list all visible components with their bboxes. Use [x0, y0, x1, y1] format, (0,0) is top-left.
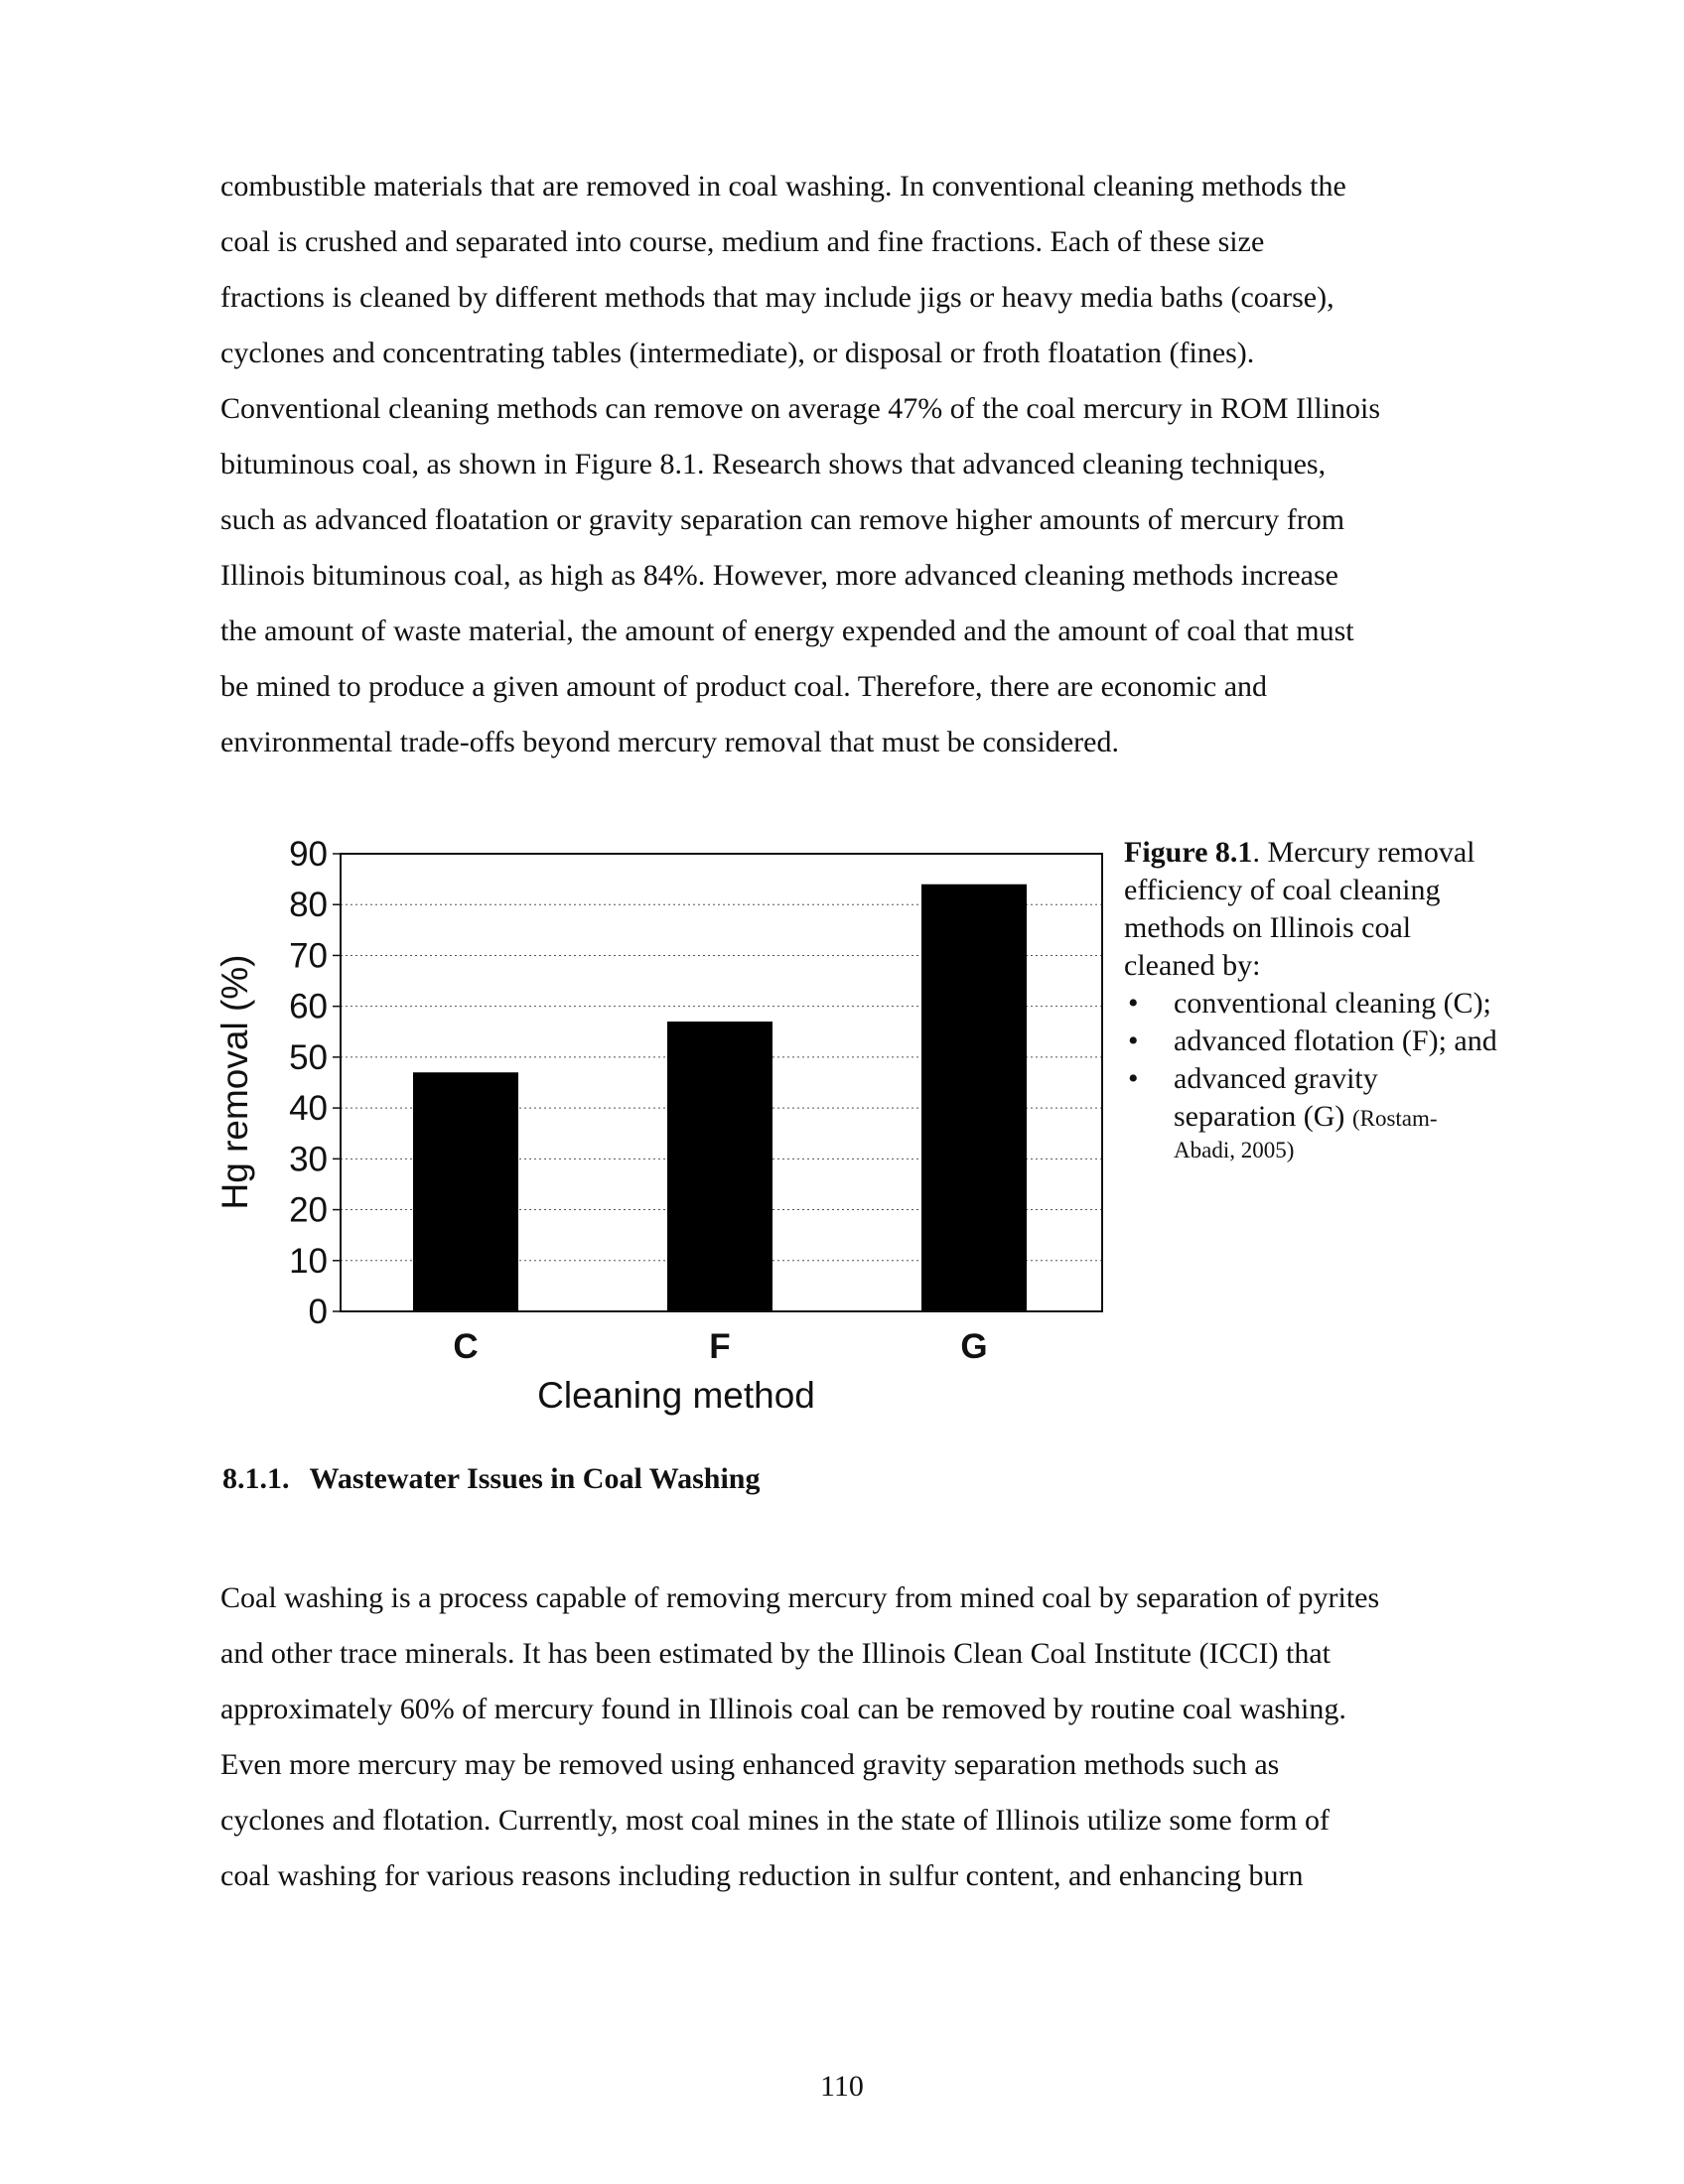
- y-tick-labels: [289, 835, 341, 1331]
- text-line: environmental trade-offs beyond mercury removal that must be considered.: [220, 726, 1119, 758]
- text-line: such as advanced floatation or gravity separation can remove higher amounts of mercury from: [220, 503, 1345, 536]
- y-tick-label: 60: [289, 987, 328, 1026]
- x-tick-label: F: [709, 1327, 731, 1366]
- section-heading: [222, 1462, 760, 1496]
- y-tick-label: 90: [289, 835, 328, 874]
- bullet-icon: •: [1128, 1062, 1139, 1095]
- y-tick-label: 50: [289, 1037, 328, 1077]
- text-line: cyclones and concentrating tables (intermediate), or disposal or froth floatation (fines).: [220, 337, 1255, 369]
- y-axis-title: Hg removal (%): [214, 954, 255, 1210]
- caption-list-item: • advanced flotation (F); and: [1124, 1023, 1501, 1060]
- text-line: fractions is cleaned by different methods that may include jigs or heavy media baths (coarse),: [220, 281, 1334, 314]
- text-line: combustible materials that are removed in coal washing. In conventional cleaning methods the: [220, 170, 1346, 203]
- text-line: Even more mercury may be removed using enhanced gravity separation methods such as: [220, 1748, 1280, 1781]
- bar-chart: [189, 834, 1142, 1430]
- bar-G: [921, 885, 1027, 1311]
- bullet-icon: •: [1128, 1024, 1139, 1057]
- caption-list: [1124, 985, 1501, 1165]
- y-tick-label: 0: [308, 1293, 328, 1331]
- text-line: bituminous coal, as shown in Figure 8.1. Research shows that advanced cleaning techniques,: [220, 448, 1327, 480]
- x-tick-label: C: [453, 1327, 479, 1366]
- y-tick-label: 80: [289, 886, 328, 925]
- bar-F: [667, 1022, 772, 1311]
- section-number: 8.1.1.: [222, 1462, 290, 1495]
- y-tick-label: 30: [289, 1140, 328, 1179]
- text-line: be mined to produce a given amount of product coal. Therefore, there are economic and: [220, 670, 1268, 703]
- bullet-icon: •: [1128, 987, 1139, 1020]
- section-title: Wastewater Issues in Coal Washing: [309, 1462, 761, 1495]
- x-tick-label: G: [960, 1327, 988, 1366]
- figure-8-1: [189, 834, 1142, 1430]
- figure-label: Figure 8.1: [1124, 836, 1253, 869]
- text-line: the amount of waste material, the amount of energy expended and the amount of coal that must: [220, 614, 1354, 647]
- text-line: approximately 60% of mercury found in Illinois coal can be removed by routine coal washing.: [220, 1693, 1346, 1725]
- x-tick-labels: [453, 1327, 987, 1366]
- y-tick-label: 10: [289, 1241, 328, 1281]
- bar-C: [413, 1072, 518, 1311]
- x-axis-title: Cleaning method: [537, 1375, 815, 1416]
- citation: (Rostam-: [1351, 1106, 1438, 1131]
- body-paragraph: [220, 1570, 1501, 1904]
- body-paragraph: [220, 159, 1501, 770]
- y-tick-label: 70: [289, 936, 328, 976]
- y-tick-label: 40: [289, 1089, 328, 1129]
- caption-list-item: • advanced gravity separation (G) (Rostam- Abadi, 2005): [1124, 1060, 1501, 1165]
- caption-list-item: • conventional cleaning (C);: [1124, 985, 1501, 1023]
- bars: [413, 885, 1027, 1311]
- figure-caption: [1124, 834, 1501, 1165]
- text-line: Coal washing is a process capable of removing mercury from mined coal by separation of pyrites: [220, 1581, 1380, 1614]
- text-line: and other trace minerals. It has been estimated by the Illinois Clean Coal Institute (ICCI) that: [220, 1637, 1332, 1670]
- text-line: cyclones and flotation. Currently, most coal mines in the state of Illinois utilize some form of: [220, 1804, 1330, 1837]
- text-line: coal washing for various reasons including reduction in sulfur content, and enhancing burn: [220, 1859, 1304, 1892]
- text-line: Conventional cleaning methods can remove on average 47% of the coal mercury in ROM Illinois: [220, 392, 1380, 425]
- caption-lead: [1124, 834, 1501, 985]
- caption-text: . Mercury removal efficiency of coal cleaning methods on Illinois coal cleaned by:: [1124, 836, 1475, 982]
- y-tick-label: 20: [289, 1190, 328, 1230]
- citation-continued: Abadi, 2005): [1174, 1138, 1295, 1162]
- text-line: coal is crushed and separated into course, medium and fine fractions. Each of these size: [220, 225, 1265, 258]
- page-number: 110: [820, 2070, 864, 2103]
- text-line: Illinois bituminous coal, as high as 84%. However, more advanced cleaning methods increase: [220, 559, 1338, 592]
